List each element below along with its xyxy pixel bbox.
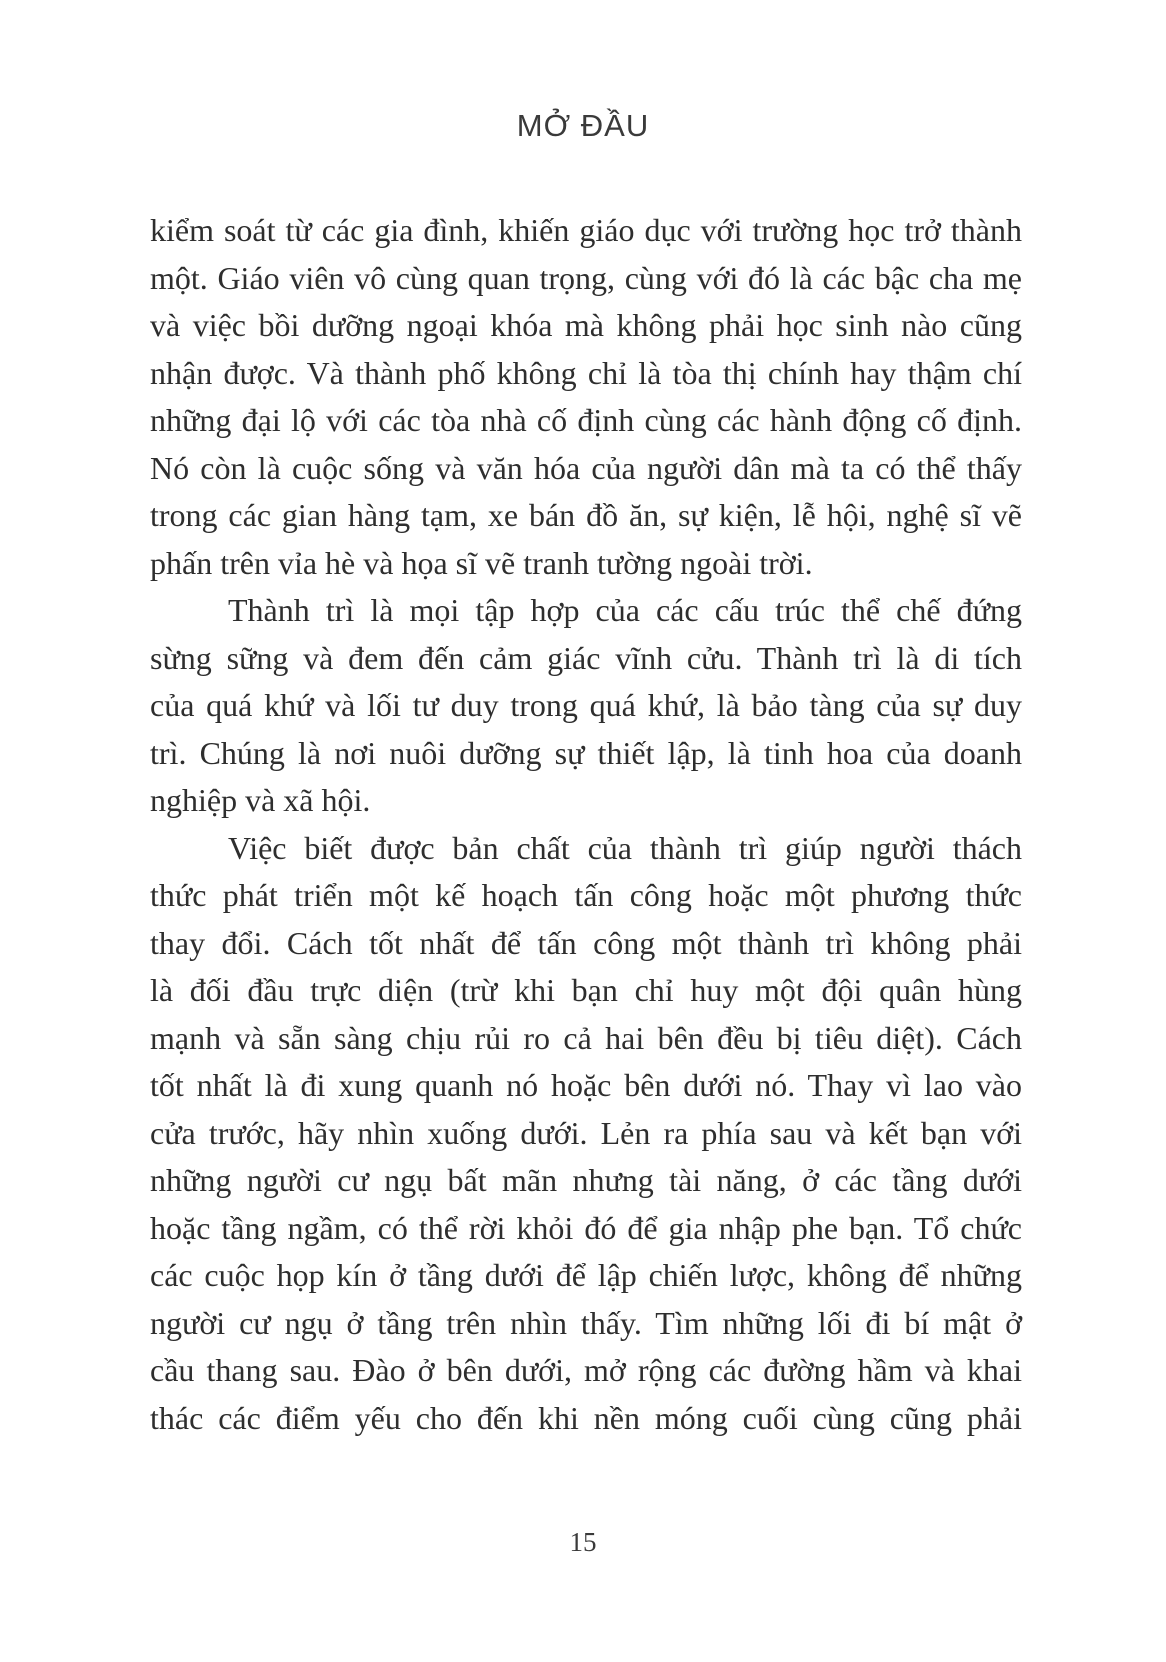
text-line: tốt nhất là đi xung quanh nó hoặc bên dưới nó. Thay vì lao vào (150, 1067, 1022, 1103)
page-number: 15 (569, 1527, 597, 1557)
paragraph (150, 207, 1022, 587)
running-head-title: MỞ ĐẦU (516, 108, 650, 143)
text-line: của quá khứ và lối tư duy trong quá khứ, là bảo tàng của sự duy (150, 687, 1022, 723)
text-line: kiểm soát từ các gia đình, khiến giáo dục với trường học trở thành (150, 212, 1022, 248)
text-line: thức phát triển một kế hoạch tấn công hoặc một phương thức (150, 877, 1022, 913)
text-line: nhận được. Và thành phố không chỉ là tòa thị chính hay thậm chí (150, 354, 1022, 391)
text-line: phấn trên vỉa hè và họa sĩ vẽ tranh tường ngoài trời. (150, 544, 813, 581)
text-line: cửa trước, hãy nhìn xuống dưới. Lẻn ra phía sau và kết bạn với (150, 1114, 1022, 1151)
text-line: là đối đầu trực diện (trừ khi bạn chỉ huy một đội quân hùng (150, 972, 1022, 1008)
text-line: người cư ngụ ở tầng trên nhìn thấy. Tìm những lối đi bí mật ở (150, 1304, 1022, 1341)
text-line: sừng sững và đem đến cảm giác vĩnh cửu. Thành trì là di tích (150, 639, 1022, 676)
text-line: các cuộc họp kín ở tầng dưới để lập chiến lược, không để những (150, 1257, 1022, 1293)
text-line: Nó còn là cuộc sống và văn hóa của người dân mà ta có thể thấy (150, 449, 1022, 486)
text-line: trong các gian hàng tạm, xe bán đồ ăn, sự kiện, lễ hội, nghệ sĩ vẽ (150, 497, 1022, 533)
text-line: Thành trì là mọi tập hợp của các cấu trúc thể chế đứng (228, 592, 1022, 628)
text-line: thác các điểm yếu cho đến khi nền móng cuối cùng cũng phải (150, 1399, 1022, 1436)
text-line: mạnh và sẵn sàng chịu rủi ro cả hai bên đều bị tiêu diệt). Cách (150, 1019, 1022, 1056)
paragraph (150, 825, 1022, 1443)
text-line: thay đổi. Cách tốt nhất để tấn công một thành trì không phải (150, 924, 1022, 961)
text-line: nghiệp và xã hội. (150, 782, 371, 818)
text-line: trì. Chúng là nơi nuôi dưỡng sự thiết lập, là tinh hoa của doanh (150, 734, 1022, 771)
text-line: những đại lộ với các tòa nhà cố định cùng các hành động cố định. (150, 402, 1022, 438)
text-line: những người cư ngụ bất mãn nhưng tài năng, ở các tầng dưới (150, 1162, 1022, 1198)
body-text (150, 207, 1022, 1442)
text-line: Việc biết được bản chất của thành trì giúp người thách (228, 829, 1022, 866)
text-line: một. Giáo viên vô cùng quan trọng, cùng với đó là các bậc cha mẹ (150, 259, 1022, 296)
text-line: cầu thang sau. Đào ở bên dưới, mở rộng các đường hầm và khai (150, 1352, 1022, 1388)
paragraph (150, 587, 1022, 825)
text-line: hoặc tầng ngầm, có thể rời khỏi đó để gia nhập phe bạn. Tổ chức (150, 1209, 1022, 1246)
text-line: và việc bồi dưỡng ngoại khóa mà không phải học sinh nào cũng (150, 307, 1022, 343)
